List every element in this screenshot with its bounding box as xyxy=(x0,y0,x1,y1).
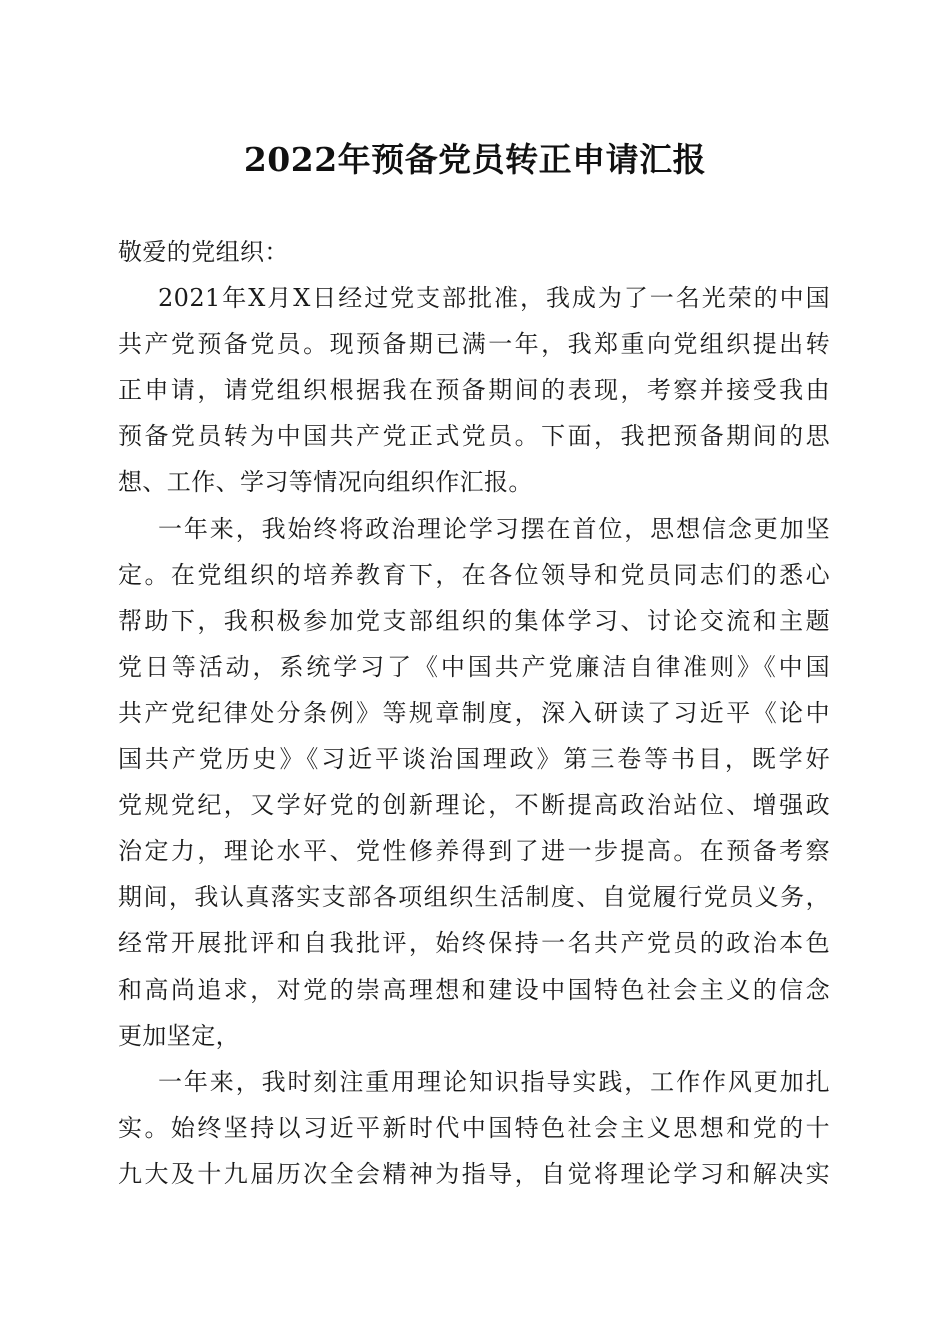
paragraph-line: 正申请，请党组织根据我在预备期间的表现，考察并接受我由 xyxy=(118,376,830,405)
paragraph-line: 帮助下，我积极参加党支部组织的集体学习、讨论交流和主题 xyxy=(118,606,830,635)
paragraph-3 xyxy=(118,1059,830,1197)
paragraph-line: 更加坚定， xyxy=(118,1021,240,1050)
paragraph-line: 党规党纪，又学好党的创新理论，不断提高政治站位、增强政 xyxy=(118,791,830,820)
paragraph-line: 定。在党组织的培养教育下，在各位领导和党员同志们的悉心 xyxy=(118,560,830,589)
paragraph-line: 期间，我认真落实支部各项组织生活制度、自觉履行党员义务， xyxy=(118,883,830,912)
paragraph-line: 和高尚追求，对党的崇高理想和建设中国特色社会主义的信念 xyxy=(118,975,830,1004)
paragraph-line: 治定力，理论水平、党性修养得到了进一步提高。在预备考察 xyxy=(118,837,830,866)
paragraph-line: 实。始终坚持以习近平新时代中国特色社会主义思想和党的十 xyxy=(118,1113,830,1142)
paragraph-line: 党日等活动，系统学习了《中国共产党廉洁自律准则》《中国 xyxy=(118,652,830,681)
paragraph-line: 九大及十九届历次全会精神为指导，自觉将理论学习和解决实 xyxy=(118,1159,830,1188)
salutation: 敬爱的党组织： xyxy=(118,238,289,266)
paragraph-line: 2021年X月X日经过党支部批准，我成为了一名光荣的中国 xyxy=(158,284,830,313)
document-body xyxy=(118,229,830,1197)
paragraph-line: 一年来，我始终将政治理论学习摆在首位，思想信念更加坚 xyxy=(158,514,830,543)
paragraph-line: 一年来，我时刻注重用理论知识指导实践，工作作风更加扎 xyxy=(158,1067,830,1096)
paragraph-line: 共产党预备党员。现预备期已满一年，我郑重向党组织提出转 xyxy=(118,330,830,359)
paragraph-1 xyxy=(118,275,830,505)
paragraph-line: 想、工作、学习等情况向组织作汇报。 xyxy=(118,468,533,497)
paragraph-line: 共产党纪律处分条例》等规章制度，深入研读了习近平《论中 xyxy=(118,698,830,727)
paragraph-line: 预备党员转为中国共产党正式党员。下面，我把预备期间的思 xyxy=(118,422,830,451)
paragraph-line: 经常开展批评和自我批评，始终保持一名共产党员的政治本色 xyxy=(118,929,830,958)
paragraph-2 xyxy=(118,506,830,1059)
document-title: 2022年预备党员转正申请汇报 xyxy=(243,140,707,179)
paragraph-line: 国共产党历史》《习近平谈治国理政》第三卷等书目，既学好 xyxy=(118,745,830,774)
